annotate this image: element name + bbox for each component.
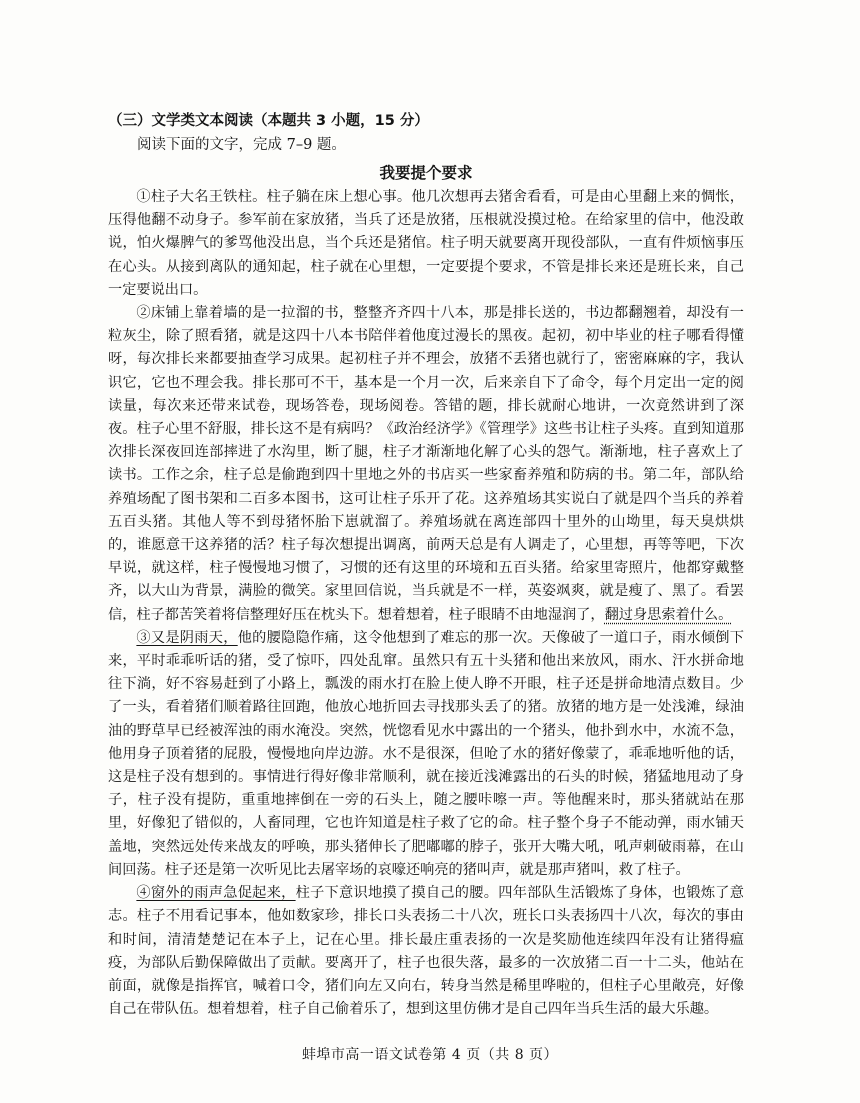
reading-instruction: 阅读下面的文字，完成 7–9 题。 (137, 137, 346, 153)
paragraph-2-text: ②床铺上靠着墙的是一拉溜的书，整整齐齐四十八本，那是排长送的，书边都翻翘着，却没有一粒灰尘，除了照看猪，就是这四十八本书陪伴着他度过漫长的黑夜。起初，初中毕业的柱子哪看得懂呀，每次排长来都要抽查学习成果。起初柱子并不理会，放猪不丢猪也就行了，密密麻麻的字，我认识它，它也不理会我。排长那可不干，基本是一个月一次，后来亲自下了命令，每个月定出一定的阅读量，每次来还带来试卷，现场答卷，现场阅卷。答错的题，排长就耐心地讲，一次竟然讲到了深夜。柱子心里不舒服，排长这不是有病吗？《政治经济学》《管理学》这些书让柱子头疼。直到知道那次排长深夜回连部摔进了水沟里，断了腿，柱子才渐渐地化解了心头的怨气。渐渐地，柱子喜欢上了读书。工作之余，柱子总是偷跑到四十里地之外的书店买一些家畜养殖和防病的书。第二年，部队给养殖场配了图书架和二百多本图书，这可让柱子乐开了花。这养殖场其实说白了就是四个当兵的养着五百头猪。其他人等不到母猪怀胎下崽就溜了。养殖场就在离连部四十里外的山坳里，每天臭烘烘的，谁愿意干这养猪的活？柱子每次想提出调离，前两天总是有人调走了，心里想，再等等吧，下次早说，就这样，柱子慢慢地习惯了，习惯的还有这里的环境和五百头猪。给家里寄照片，他都穿戴整齐，以大山为背景，满脸的微笑。家里回信说，当兵就是不一样，英姿飒爽，就是瘦了、黑了。看罢信，柱子都苦笑着将信整理好压在枕头下。想着想着，柱子眼睛不由地湿润了， (108, 305, 744, 623)
page-footer: 蚌埠市高一语文试卷第 4 页（共 8 页） (301, 1047, 559, 1063)
section-heading: （三）文学类文本阅读（本题共 3 小题，15 分） (108, 113, 429, 129)
paragraph-3-text: 他的腰隐隐作痛，这令他想到了难忘的那一次。天像破了一道口子，雨水倾倒下来，平时乖乖听话的猪，受了惊吓，四处乱窜。虽然只有五十头猪和他出来放风，雨水、汗水拼命地往下淌，好不容易赶到了小路上，瓢泼的雨水打在脸上使人睁不开眼，柱子还是拼命地清点数目。少了一头，看着猪们顺着路往回跑，他放心地折回去寻找那头丢了的猪。放猪的地方是一处浅滩，绿油油的野草早已经被浑浊的雨水淹没。突然，恍惚看见水中露出的一个猪头，他扑到水中，水流不急，他用身子顶着猪的屁股，慢慢地向岸边游。水不是很深，但呛了水的猪好像蒙了，乖乖地听他的话，这是柱子没有想到的。事情进行得好像非常顺利，就在接近浅滩露出的石头的时候，猪猛地甩动了身子，柱子没有提防，重重地摔倒在一旁的石头上，随之腰咔嚓一声。等他醒来时，那头猪就站在那里，好像犯了错似的，人畜同理，它也许知道是柱子救了它的命。柱子整个身子不能动弹，雨水铺天盖地，突然远处传来战友的呼唤，那头猪伸长了肥嘟嘟的脖子，张开大嘴大吼，吼声刺破雨幕，在山间回荡。柱子还是第一次听见比去屠宰场的哀嚎还响亮的猪叫声，就是那声猪叫，救了柱子。 (108, 629, 744, 878)
article-title: 我要提个要求 (379, 164, 473, 182)
paragraph-3-underlined: ③又是阴雨天， (136, 629, 238, 646)
paragraph-4-underlined: ④窗外的雨声急促起来， (136, 885, 296, 902)
paragraph-4-text: 柱子下意识地摸了摸自己的腰。四年部队生活锻炼了身体，也锻炼了意志。柱子不用看记事本，他如数家珍，排长口头表扬二十八次，班长口头表扬四十八次，每次的事由和时间，清清楚楚记在本子上，记在心里。排长最庄重表扬的一次是奖励他连续四年没有让猪得瘟疫，为部队后勤保障做出了贡献。要离开了，柱子也很失落，最多的一次放猪二百一十二头，他站在前面，就像是指挥官，喊着口令，猪们向左又向右，转身当然是稀里哗啦的，但柱子心里敞亮，好像自己在带队伍。想着想着，柱子自己偷着乐了，想到这里仿佛才是自己四年当兵生活的最大乐趣。 (108, 885, 744, 1018)
page-content (108, 109, 744, 1021)
paragraph-3 (108, 627, 744, 882)
paragraph-1: ①柱子大名王铁柱。柱子躺在床上想心事。他几次想再去猪舍看看，可是由心里翻上来的惆怅，压得他翻不动身子。参军前在家放猪，当兵了还是放猪，压根就没摸过枪。在给家里的信中，他没敢说，怕火爆脾气的爹骂他没出息，当个兵还是猪倌。柱子明天就要离开现役部队，一直有件烦恼事压在心头。从接到离队的通知起，柱子就在心里想，一定要提个要求，不管是排长来还是班长来，自己一定要说出口。 (108, 189, 744, 298)
paragraph-2 (108, 302, 744, 627)
paragraph-4 (108, 882, 744, 1021)
paragraph-2-underlined: 翻过身思索着什么。 (604, 606, 733, 623)
